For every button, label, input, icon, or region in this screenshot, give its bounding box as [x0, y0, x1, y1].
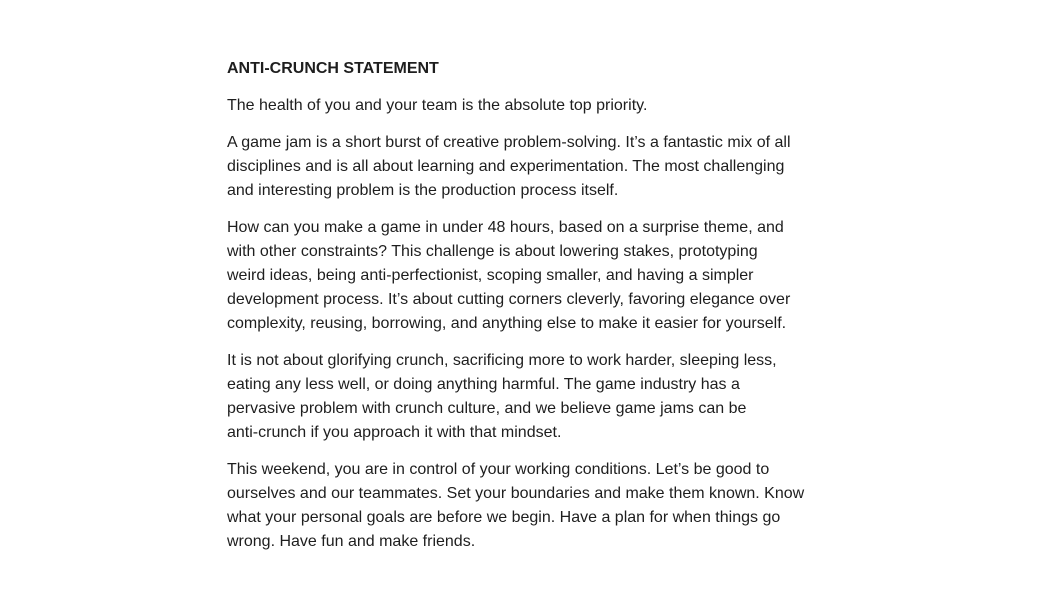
paragraph-line: development process. It’s about cutting corners cleverly, favoring elegance over: [227, 291, 791, 308]
paragraph-line: complexity, reusing, borrowing, and anything else to make it easier for yourself.: [227, 315, 787, 332]
paragraph-line: weird ideas, being anti-perfectionist, scoping smaller, and having a simpler: [227, 267, 754, 284]
paragraph-line: This weekend, you are in control of your working conditions. Let’s be good to: [227, 461, 770, 478]
paragraph-line: wrong. Have fun and make friends.: [227, 533, 476, 550]
paragraph-line: disciplines and is all about learning and experimentation. The most challenging: [227, 158, 785, 175]
statement-document: [227, 57, 867, 567]
paragraph-line: How can you make a game in under 48 hours, based on a surprise theme, and: [227, 219, 784, 236]
paragraph-line: It is not about glorifying crunch, sacrificing more to work harder, sleeping less,: [227, 352, 777, 369]
paragraph-weekend: [227, 458, 867, 554]
paragraph-line: ourselves and our teammates. Set your boundaries and make them known. Know: [227, 485, 805, 502]
statement-heading: ANTI-CRUNCH STATEMENT: [227, 60, 439, 77]
paragraph-priority: [227, 94, 867, 118]
paragraph-line: eating any less well, or doing anything harmful. The game industry has a: [227, 376, 740, 393]
paragraph-line: with other constraints? This challenge is about lowering stakes, prototyping: [227, 243, 758, 260]
paragraph-line: anti-crunch if you approach it with that mindset.: [227, 424, 562, 441]
paragraph-line: A game jam is a short burst of creative problem-solving. It’s a fantastic mix of all: [227, 134, 791, 151]
paragraph-line: pervasive problem with crunch culture, and we believe game jams can be: [227, 400, 747, 417]
paragraph-line: and interesting problem is the production process itself.: [227, 182, 619, 199]
paragraph-line: The health of you and your team is the absolute top priority.: [227, 97, 648, 114]
paragraph-not-crunch: [227, 349, 867, 445]
paragraph-line: what your personal goals are before we begin. Have a plan for when things go: [227, 509, 781, 526]
paragraph-challenge: [227, 216, 867, 336]
paragraph-game-jam: [227, 131, 867, 203]
